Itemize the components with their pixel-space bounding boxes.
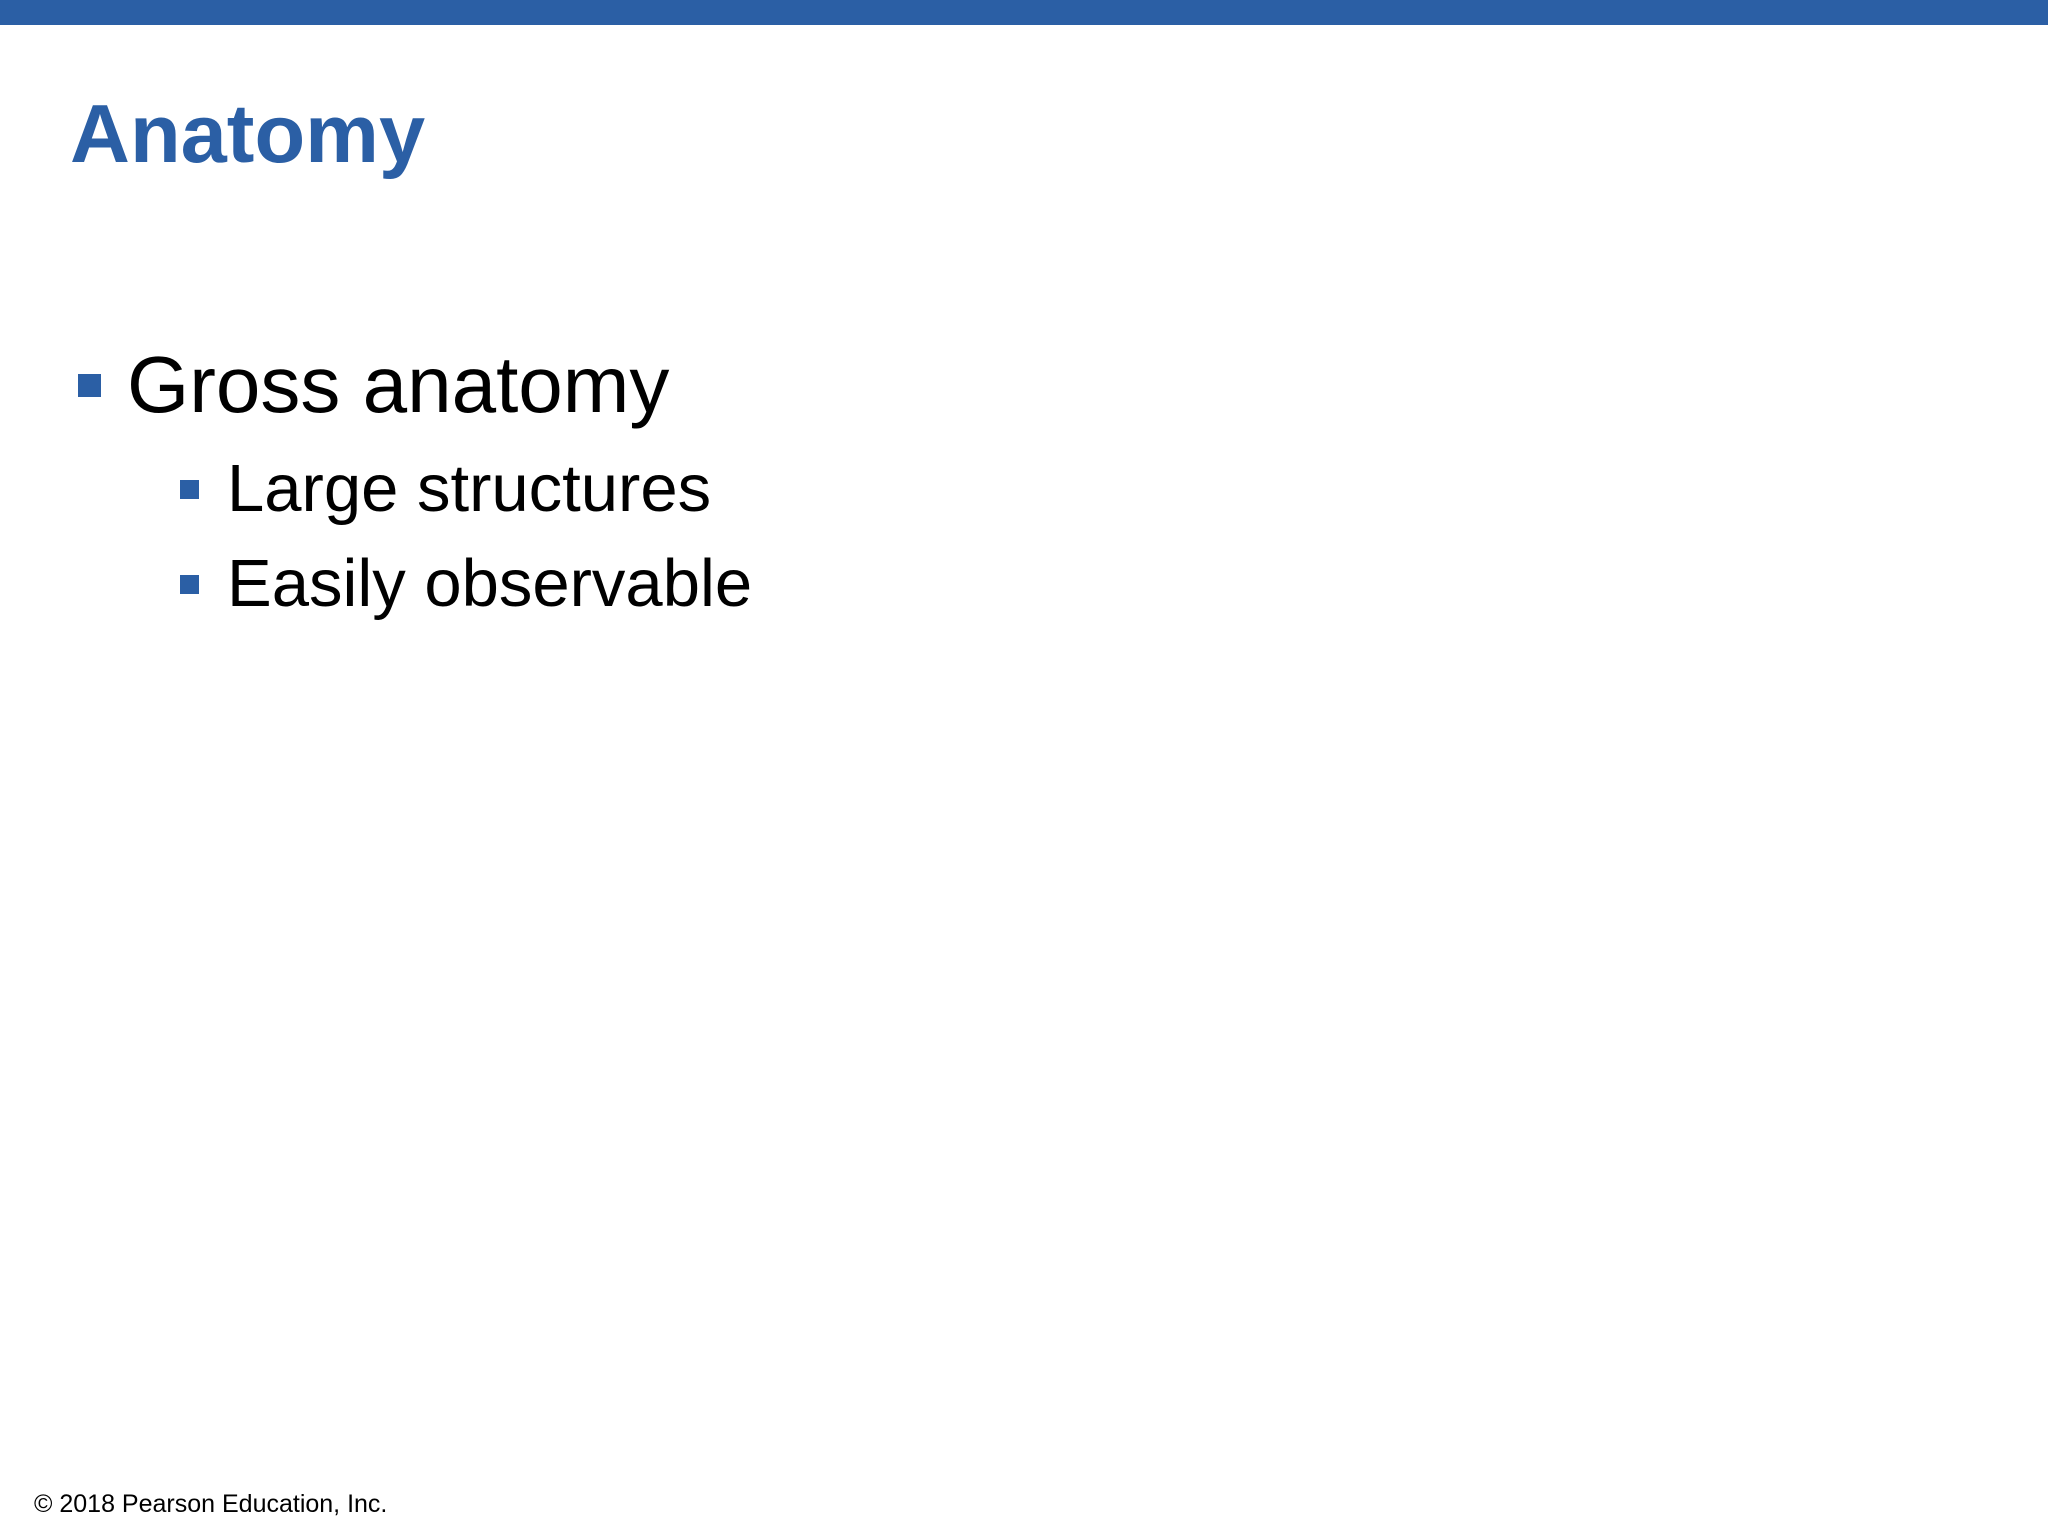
sub-bullet-text: Large structures bbox=[227, 451, 712, 526]
sub-bullet-item bbox=[180, 544, 752, 624]
top-accent-bar bbox=[0, 0, 2048, 25]
square-bullet-icon bbox=[180, 480, 199, 499]
bullet-item bbox=[78, 340, 669, 430]
bullet-text: Gross anatomy bbox=[127, 340, 670, 429]
slide-title: Anatomy bbox=[70, 87, 426, 180]
square-bullet-icon bbox=[180, 575, 199, 594]
copyright-footer: © 2018 Pearson Education, Inc. bbox=[34, 1490, 388, 1518]
sub-bullet-text: Easily observable bbox=[227, 546, 753, 621]
sub-bullet-item bbox=[180, 449, 711, 529]
square-bullet-icon bbox=[78, 374, 101, 397]
